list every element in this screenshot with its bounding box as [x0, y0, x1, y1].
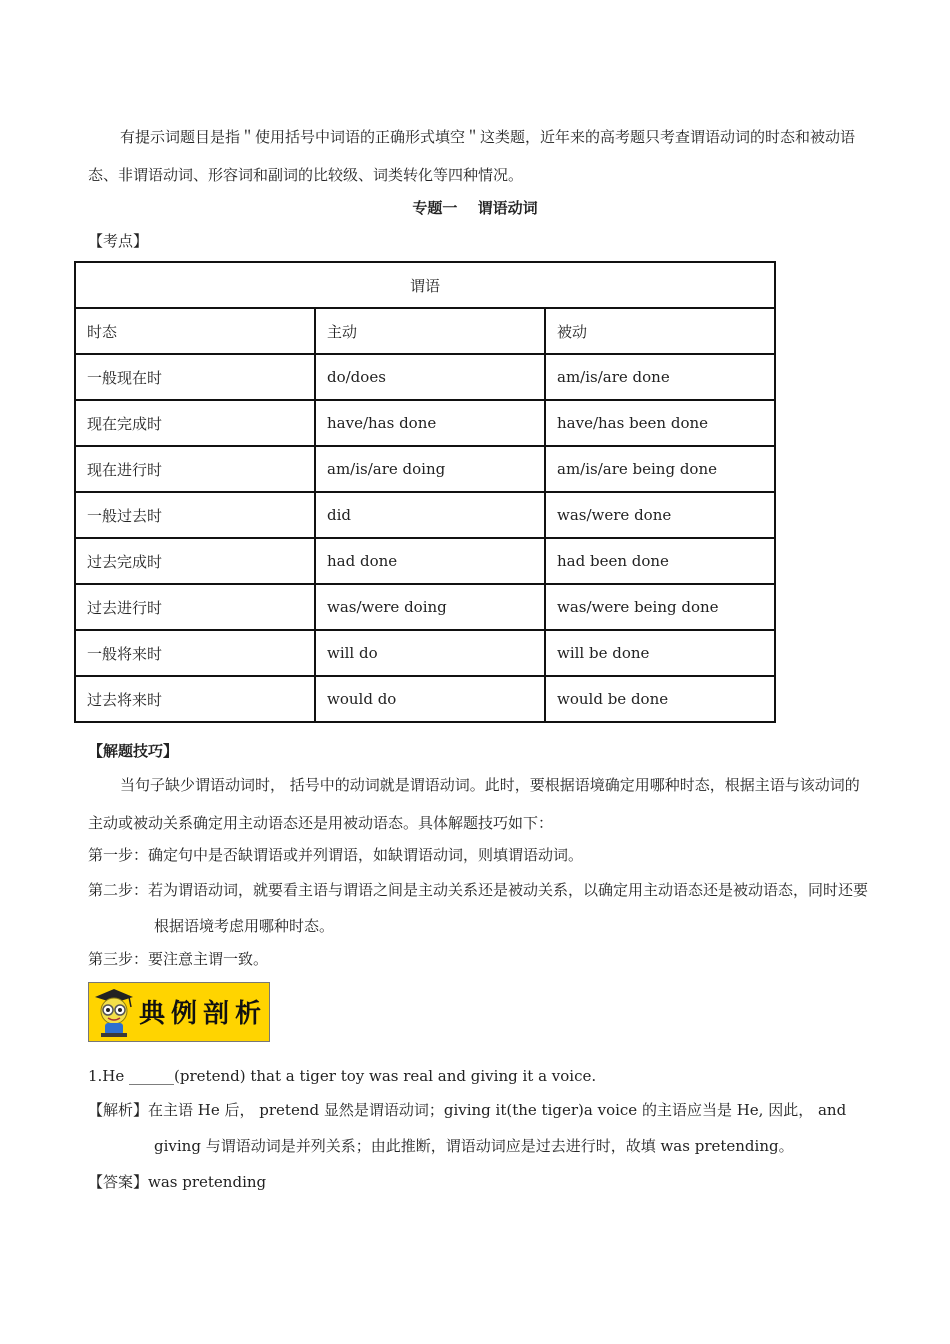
- table-cell: am/is/are doing: [315, 446, 545, 492]
- analysis: 【解析】在主语 He 后， pretend 显然是谓语动词；giving it(the tiger)a voice 的主语应当是 He, 因此， and giving 与谓语动词是并列关系；由此推断，谓语动词应是过去进行时，故填 was pretending。: [88, 1101, 847, 1155]
- column-header: 时态: [75, 308, 315, 354]
- table-row: [75, 492, 775, 538]
- section-title: 专题一 谓语动词: [412, 199, 538, 217]
- table-cell: 一般将来时: [75, 630, 315, 676]
- table-cell: had been done: [545, 538, 775, 584]
- table-cell: 过去将来时: [75, 676, 315, 722]
- table-cell: 现在进行时: [75, 446, 315, 492]
- tips-intro: 当句子缺少谓语动词时， 括号中的动词就是谓语动词。此时，要根据语境确定用哪种时态，根据主语与该动词的主动或被动关系确定用主动语态还是用被动语态。具体解题技巧如下：: [88, 776, 860, 832]
- tips-heading: 【解题技巧】: [88, 742, 179, 760]
- step-3: 第三步：要注意主谓一致。: [88, 950, 269, 968]
- table-cell: do/does: [315, 354, 545, 400]
- table-header-row: [75, 262, 775, 308]
- step-2: 第二步：若为谓语动词，就要看主语与谓语之间是主动关系还是被动关系，以确定用主动语态还是被动语态，同时还要根据语境考虑用哪种时态。: [88, 881, 869, 935]
- kaodian-label: 【考点】: [88, 232, 149, 250]
- banner-text: 典例剖析: [139, 999, 268, 1029]
- table-cell: would do: [315, 676, 545, 722]
- table-cell: was/were being done: [545, 584, 775, 630]
- predicate-table: [74, 261, 776, 723]
- table-cell: 一般过去时: [75, 492, 315, 538]
- table-cell: was/were doing: [315, 584, 545, 630]
- intro-paragraph: 有提示词题目是指＂使用括号中词语的正确形式填空＂这类题，近年来的高考题只考查谓语动词的时态和被动语态、非谓语动词、形容词和副词的比较级、词类转化等四种情况。: [88, 128, 856, 184]
- step-1: 第一步：确定句中是否缺谓语或并列谓语，如缺谓语动词，则填谓语动词。: [88, 846, 584, 864]
- table-row: [75, 446, 775, 492]
- table-cell: 现在完成时: [75, 400, 315, 446]
- table-header: 谓语: [75, 262, 775, 308]
- table-cell: have/has done: [315, 400, 545, 446]
- table-cell: would be done: [545, 676, 775, 722]
- example-banner: [88, 982, 270, 1042]
- table-column-row: [75, 308, 775, 354]
- table-cell: 过去进行时: [75, 584, 315, 630]
- table-cell: had done: [315, 538, 545, 584]
- table-row: [75, 584, 775, 630]
- table-row: [75, 354, 775, 400]
- table-row: [75, 538, 775, 584]
- table-cell: was/were done: [545, 492, 775, 538]
- question-1: 1.He ______(pretend) that a tiger toy was real and giving it a voice.: [88, 1067, 597, 1085]
- table-cell: 一般现在时: [75, 354, 315, 400]
- column-header: 主动: [315, 308, 545, 354]
- column-header: 被动: [545, 308, 775, 354]
- table-cell: will be done: [545, 630, 775, 676]
- table-cell: am/is/are being done: [545, 446, 775, 492]
- table-row: [75, 400, 775, 446]
- table-cell: 过去完成时: [75, 538, 315, 584]
- table-cell: am/is/are done: [545, 354, 775, 400]
- table-cell: did: [315, 492, 545, 538]
- table-row: [75, 676, 775, 722]
- table-cell: have/has been done: [545, 400, 775, 446]
- table-row: [75, 630, 775, 676]
- mascot-icon: [91, 985, 137, 1039]
- table-cell: will do: [315, 630, 545, 676]
- answer: 【答案】was pretending: [88, 1173, 267, 1191]
